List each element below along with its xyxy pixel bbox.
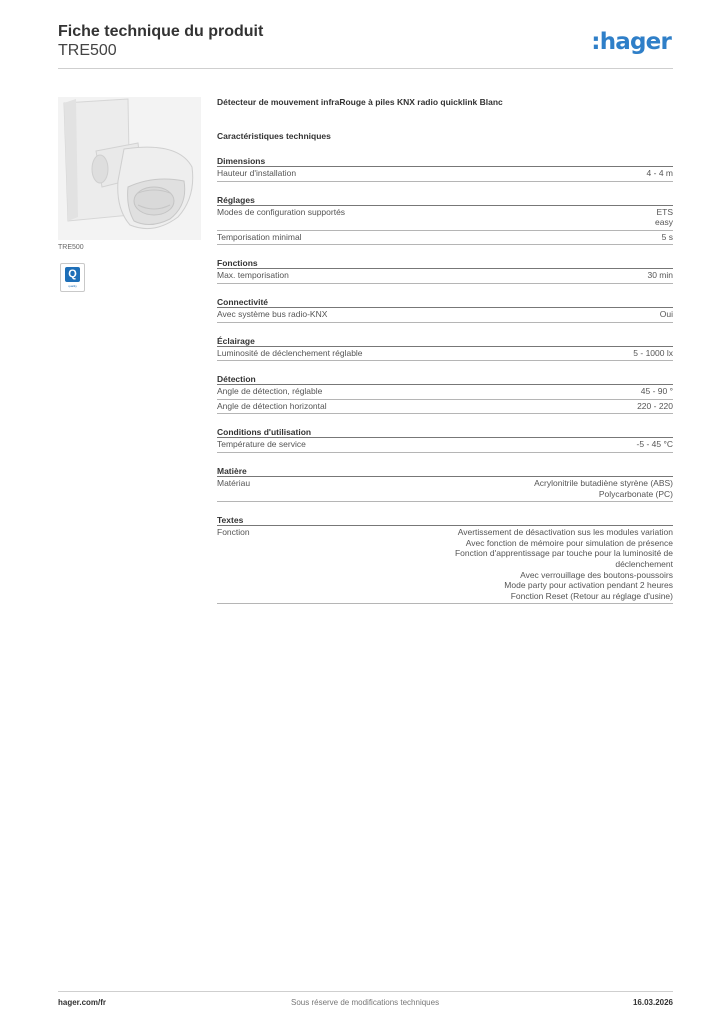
spec-section — [217, 374, 673, 414]
spec-value — [417, 478, 673, 499]
section-title: Textes — [217, 515, 673, 526]
product-image — [58, 97, 201, 240]
spec-label: Max. temporisation — [217, 270, 289, 281]
spec-section — [217, 258, 673, 284]
spec-row — [217, 231, 673, 246]
specifications — [217, 97, 673, 604]
spec-label: Avec système bus radio-KNX — [217, 308, 328, 319]
footer-date: 16.03.2026 — [632, 998, 673, 1007]
spec-label: Angle de détection, réglable — [217, 386, 323, 397]
spec-value-line: easy — [655, 217, 673, 228]
spec-section — [217, 427, 673, 453]
spec-section — [217, 466, 673, 502]
spec-value-line: Polycarbonate (PC) — [598, 488, 673, 499]
spec-value-line: ETS — [656, 206, 673, 217]
spec-row — [217, 347, 673, 362]
spec-value — [417, 270, 673, 281]
spec-row — [217, 400, 673, 415]
spec-row — [217, 385, 673, 400]
spec-section — [217, 515, 673, 604]
spec-value-line: 45 - 90 ° — [640, 386, 673, 397]
spec-value-line: Mode party pour activation pendant 2 heures — [504, 580, 673, 591]
spec-row — [217, 526, 673, 604]
badge-label: quality — [68, 284, 77, 288]
section-title: Conditions d'utilisation — [217, 427, 673, 438]
spec-label: Température de service — [217, 439, 306, 450]
technical-characteristics-heading: Caractéristiques techniques — [217, 131, 331, 141]
spec-value-line: 5 - 1000 lx — [633, 347, 673, 358]
spec-row — [217, 477, 673, 502]
section-title: Dimensions — [217, 156, 673, 167]
spec-value — [417, 309, 673, 320]
header-divider — [58, 68, 673, 69]
spec-section — [217, 336, 673, 362]
spec-row — [217, 438, 673, 453]
spec-section — [217, 297, 673, 323]
spec-row — [217, 308, 673, 323]
spec-label: Modes de configuration supportés — [217, 206, 346, 217]
spec-value-line: Oui — [659, 308, 673, 319]
section-title: Fonctions — [217, 258, 673, 269]
quality-badge — [60, 263, 85, 292]
spec-section — [217, 156, 673, 182]
document-title: Fiche technique du produit — [58, 23, 264, 40]
spec-value-line: Avec verrouillage des boutons-poussoirs — [520, 569, 673, 580]
spec-label: Hauteur d'installation — [217, 168, 297, 178]
spec-value-line: Avec fonction de mémoire pour simulation de présence — [465, 537, 673, 548]
spec-value — [417, 232, 673, 243]
section-title: Connectivité — [217, 297, 673, 308]
spec-value-line: déclenchement — [615, 558, 673, 569]
spec-label: Fonction — [217, 527, 250, 538]
footer-divider — [58, 991, 673, 992]
hager-logo[interactable]: :hager — [591, 29, 671, 55]
footer-website-link[interactable]: hager.com/fr — [58, 998, 107, 1007]
section-title: Réglages — [217, 195, 673, 206]
spec-value — [417, 386, 673, 397]
footer-disclaimer: Sous réserve de modifications techniques — [291, 998, 440, 1007]
spec-label: Angle de détection horizontal — [217, 400, 327, 411]
product-description: Détecteur de mouvement infraRouge à piles KNX radio quicklink Blanc — [217, 97, 503, 107]
section-title: Éclairage — [217, 336, 673, 347]
spec-value — [417, 527, 673, 601]
spec-value-line: Fonction Reset (Retour au réglage d'usine) — [510, 590, 673, 601]
image-caption: TRE500 — [58, 244, 84, 251]
section-title: Détection — [217, 374, 673, 385]
spec-label: Luminosité de déclenchement réglable — [217, 347, 363, 358]
spec-value-line: Avertissement de désactivation sus les modules variation — [457, 527, 673, 538]
spec-row — [217, 269, 673, 284]
page-header — [58, 22, 673, 68]
spec-value — [417, 207, 673, 228]
spec-value — [417, 439, 673, 450]
spec-value-line: 30 min — [647, 270, 673, 281]
spec-row — [217, 167, 673, 182]
spec-value-line: 5 s — [661, 231, 673, 242]
spec-value-line: 220 - 220 — [637, 400, 673, 411]
spec-value-line: Fonction d'apprentissage par touche pour la luminosité de — [454, 548, 673, 559]
badge-q-icon: Q — [65, 267, 80, 282]
spec-sections — [217, 156, 673, 604]
spec-value — [417, 401, 673, 412]
spec-value-line: 4 - 4 m — [646, 168, 673, 178]
spec-value-line: Acrylonitrile butadiène styrène (ABS) — [534, 477, 673, 488]
spec-label: Matériau — [217, 477, 251, 488]
spec-value — [417, 348, 673, 359]
spec-row — [217, 206, 673, 231]
product-reference: TRE500 — [58, 42, 117, 59]
section-title: Matière — [217, 466, 673, 477]
motion-detector-illustration — [58, 97, 201, 240]
spec-value — [417, 168, 673, 179]
spec-section — [217, 195, 673, 246]
spec-label: Temporisation minimal — [217, 231, 302, 242]
spec-value-line: -5 - 45 °C — [636, 439, 673, 450]
